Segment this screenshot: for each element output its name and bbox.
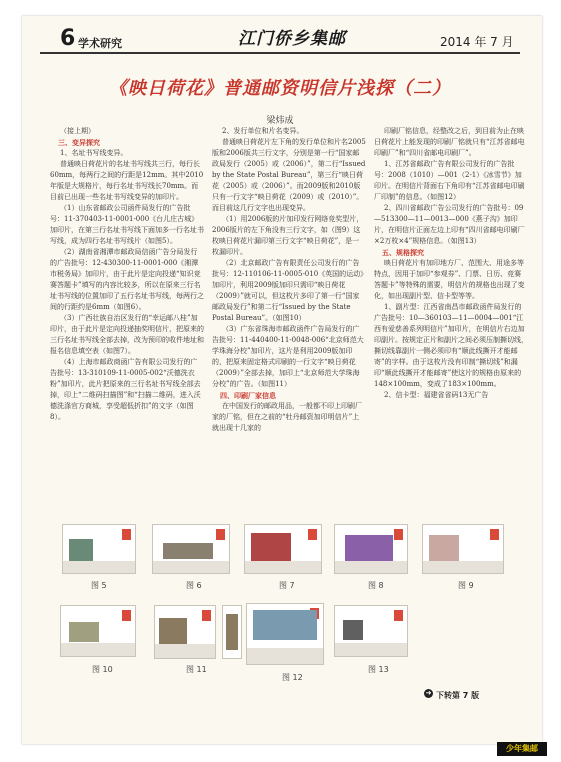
- issue-date: 2014 年 7 月: [440, 35, 514, 49]
- figure-7-postcard: [244, 524, 322, 574]
- figure-10-caption: 图 10: [92, 665, 113, 674]
- figure-10-postcard: [60, 605, 136, 657]
- header-rule: [40, 52, 520, 54]
- figure-13-caption: 图 13: [368, 665, 389, 674]
- paragraph: （1）用2006版的片加印发行网络竞奖型片，2006版片的左下角没有三行文字，如（图9）这枚映日荷花片漏印第三行文字“映日荷花”，是一枚漏印片。: [212, 215, 364, 256]
- figure-8-postcard: [334, 524, 408, 574]
- figure-11-caption: 图 11: [186, 665, 207, 674]
- paragraph: 四、印刷厂家信息: [220, 391, 276, 400]
- paragraph: 1、江苏省邮政广告有限公司发行的广告批号：2008（1010）—001（2-1）《冰雪节》加印片。在明信片背面右下角印有“江苏省邮电印刷厂印制”的信息。（如图12）: [374, 160, 525, 201]
- paragraph: 1、名址书写线变异。: [60, 149, 128, 157]
- paragraph: 普通映日荷花片的名址书写线共三行，每行长60mm，每两行之间的行距是12mm。其中2010年版是大规格片，每行名址书写线长70mm。而目前已出现一些名址书写线变异的加印片。: [50, 160, 204, 201]
- paragraph: 1、副片型：江西省南昌市邮政函件局发行的广告批号：10—360103—11—0004—001“江西有爱慈善系列明信片”加印片，在明信片右边加印副片。按规定正片和副片之间必须压制撕切线，撕切线靠副片一侧必须印有“顺此线撕开才能邮寄”的字样。由于这枚片没有印制“撕切线”和漏印“顺此线撕开才能邮寄”使这片的规格由原来的148×100mm，变成了183×100mm。: [374, 303, 528, 388]
- paragraph: （4）上海市邮政商函广告有限公司发行的广告批号：13-310109-11-0005-002“沃德洗衣粉”加印片，此片把原来的三行名址书写线全部去掉，印上“二维码扫描图”和“扫描二维码，进入沃德洗涤官方商城，享受超低折扣”的文字（如图8）。: [50, 358, 201, 421]
- watermark-badge: 少年集邮: [497, 742, 547, 756]
- figure-5-postcard: [62, 524, 136, 574]
- paragraph: （3）广东省珠海市邮政函件广告局发行的广告批号：11-440400-11-0048-006“北京师范大学珠海分校”加印片，这片是利用2009版加印的，把原来固定格式印刷的一行文字“映日荷花（2009）”全部去掉，加印上“北京师范大学珠海分校”的广告。（如图11）: [212, 325, 364, 388]
- figure-6-postcard: [152, 524, 230, 574]
- paragraph: （2）湖南省湘潭市邮政局信函广告分局发行的广告批号：12-430300-11-0001-000《湘潭市税务局》加印片，由于此片是定向投递“知识竞赛答题卡”填写的内容比较多，所以在原来三行名址书写线的位置加印了五行名址书写线，每两行之间的行距约是6mm（如图6）。: [50, 248, 204, 311]
- paragraph: （接上期）: [60, 127, 95, 135]
- paragraph: 2、四川省邮政广告公司发行的广告批号：09—513300—11—0013—000《燕子沟》加印片，在明信片正面左边上印有“四川省邮电印刷厂×2万枚×4”规格信息。（如图13）: [374, 204, 525, 245]
- text-column-3: [374, 126, 528, 401]
- paragraph: （2）北京邮政广告有限责任公司发行的广告批号：12-110106-11-0005-010《英国的运动》加印片，利用2009版加印只需印“映日荷花（2009）”就可以，但这枚片多印了第一行“国家邮政局发行”和第二行“Issued by the State Postal Bureau”。（如图10）: [212, 259, 364, 322]
- figure-12-caption: 图 12: [282, 673, 303, 682]
- paragraph: 三、变异探究: [58, 138, 100, 147]
- figure-8-caption: 图 8: [368, 581, 384, 590]
- paragraph: 在中国发行的邮政用品，一般都不印上印刷厂家的厂铭，但在之前的“牡丹邮资加印明信片”上就出现十几家的: [212, 402, 362, 432]
- paragraph: 普通映日荷花片左下角的发行单位和片名2005版和2006版共三行文字，分别是第一行“国家邮政局发行（2005）或（2006）”，第二行“Issued by the State Postal Bureau”，第三行“映日荷花（2005）或（2006）”。而2009版和2010版只有一行文字“映日荷花（2009）或（2010）”。而目前这几行文字也出现变异。: [212, 138, 366, 212]
- figure-7-caption: 图 7: [279, 581, 295, 590]
- continued-note: 下转第 7 版: [436, 691, 480, 700]
- figure-11b-postcard: [222, 605, 242, 659]
- paragraph: （1）山东省邮政公司函件局发行的广告批号：11-370403-11-0001-000《台儿庄古城》加印片，在第三行名址书写线下面加多一行名址书写线，成为四行名址书写线片（如图5）。: [50, 204, 204, 245]
- figure-6-caption: 图 6: [186, 581, 202, 590]
- figure-5-caption: 图 5: [91, 581, 107, 590]
- figure-9-postcard: [422, 524, 504, 574]
- section-name: 学术研究: [78, 37, 122, 50]
- masthead-logo: 江门侨乡集邮: [238, 29, 346, 49]
- paragraph: （3）广西壮族自治区发行的“幸运邮八桂”加印片，由于此片是定向投递抽奖明信片，把原来的三行名址书写线全部去掉，改为预印的收件地址和报名信息填空表（如图7）。: [50, 314, 204, 355]
- figure-12-postcard: [246, 603, 324, 665]
- arrow-right-icon: ➜: [425, 689, 432, 697]
- article-title: 《映日荷花》普通邮资明信片浅探（二）: [109, 78, 451, 99]
- text-column-2: [212, 126, 366, 434]
- page-number: 6: [60, 26, 76, 51]
- paragraph: 2、发行单位和片名变异。: [222, 127, 304, 135]
- paragraph: 印刷厂铭信息，经整改之后，到目前为止在映日荷花片上能发现的印刷厂铭就只有“江苏省邮电印刷厂”和“四川省邮电印刷厂”。: [374, 127, 525, 157]
- paragraph: 映日荷花片有加印地方厂、范围大、用途多等特点，因用于加印“参观券”、门票、日历、竞赛答题卡”等特殊的需要，明信片的规格也出现了变化，如出现副片型、信卡型等等。: [374, 259, 525, 300]
- paragraph: 2、信卡型：福建省省码13无广告: [384, 391, 489, 399]
- paragraph: 五、规格探究: [382, 248, 424, 257]
- figure-11a-postcard: [154, 605, 216, 659]
- text-column-1: [50, 126, 204, 423]
- figure-9-caption: 图 9: [458, 581, 474, 590]
- article-author: 梁炜成: [266, 116, 294, 126]
- figure-13-postcard: [334, 605, 408, 657]
